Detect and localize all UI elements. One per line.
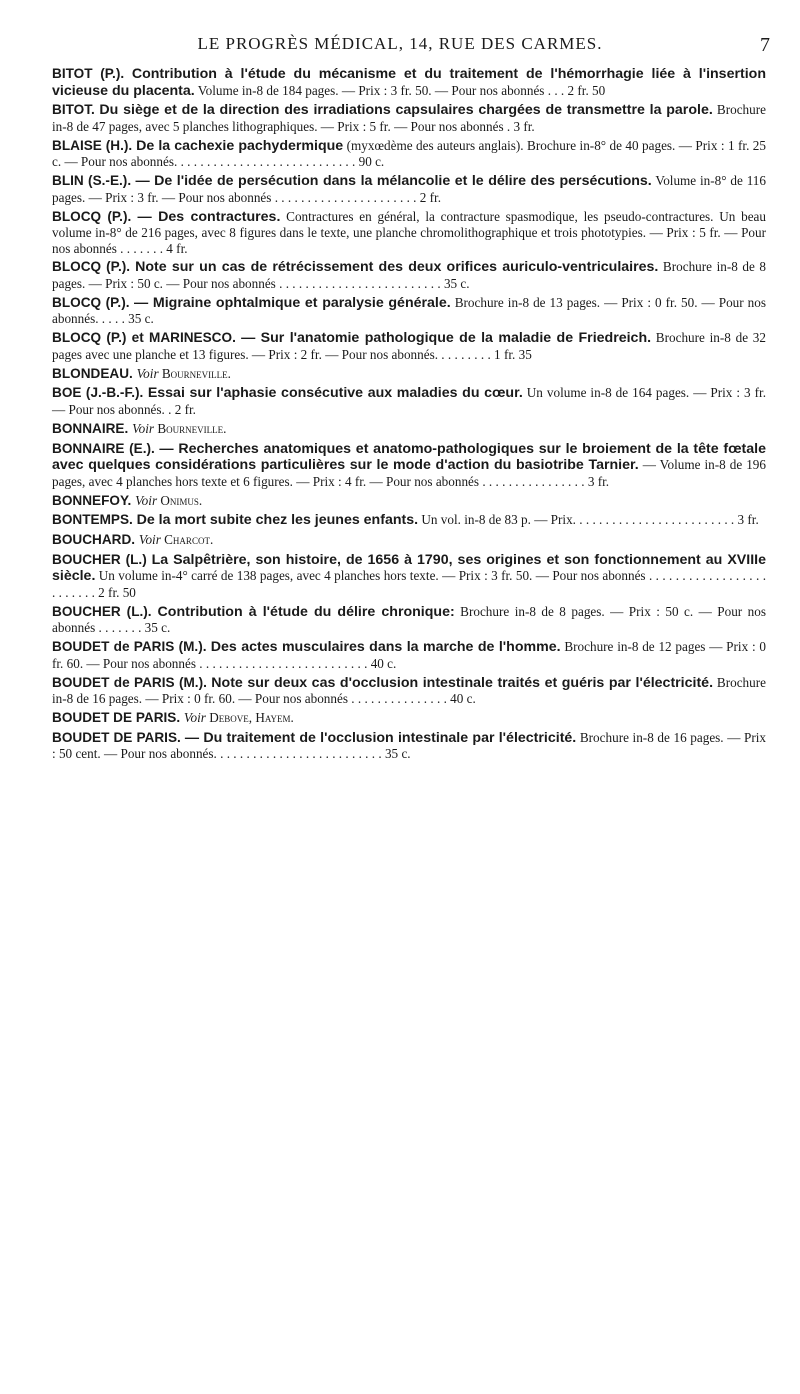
page-header (0, 34, 800, 60)
entry-title: Note sur deux cas d'occlusion intestinale traités et guéris par l'électricité. (211, 674, 714, 691)
catalogue-entry (52, 604, 766, 636)
entry-reference-target: Debove, Hayem. (209, 709, 294, 725)
catalogue-entry (52, 209, 766, 257)
entry-title: — De l'idée de persécution dans la mélancolie et le délire des persécutions. (135, 173, 652, 190)
entry-author: BLIN (S.-E.). (52, 173, 136, 189)
catalogue-entry (52, 639, 766, 671)
entry-details: Contractures en général, la contracture spasmodique, les pseudo-contractures. Un beau volume in-8° de 216 pages, avec 8 figures dans le texte, une planche chromolithographique et trois phototypies. — Prix : 5 fr. — Pour nos abonnés . . . . . . . 4 fr. (52, 208, 766, 256)
entry-details: Un volume in-8 de 164 pages. — Prix : 3 fr. — Pour nos abonnés. . 2 fr. (52, 385, 766, 417)
entry-title: Contribution à l'étude du délire chronique: (157, 603, 455, 620)
catalogue-entry (52, 295, 766, 327)
entry-title: Des actes musculaires dans la marche de l'homme. (210, 639, 561, 656)
entry-author: BLOCQ (P.) et MARINESCO. (52, 330, 242, 346)
entry-title: De la mort subite chez les jeunes enfants. (136, 512, 419, 529)
entry-reference: Voir (183, 709, 210, 725)
entry-title: La Salpêtrière, son histoire, de 1656 à 1790, ses origines et son fonctionnement au XVIIIe siècle. (52, 551, 766, 585)
catalogue-entry (52, 493, 766, 510)
entry-title: — Recherches anatomiques et anatomo-pathologiques sur le broiement de la tête fœtale avec quelques considérations particulières sur le mode d'action du basiotribe Tarnier. (52, 440, 766, 474)
entry-details: Brochure in-8 de 8 pages. — Prix : 50 c. — Pour nos abonnés . . . . . . . 35 c. (52, 603, 766, 636)
entry-author: BLONDEAU. (52, 365, 137, 381)
entry-author: BOUDET DE PARIS. (52, 729, 185, 745)
entry-title: Du siège et de la direction des irradiations capsulaires chargées de transmettre la parole. (99, 102, 713, 119)
catalogue-entry (52, 385, 766, 417)
entry-details: (myxœdème des auteurs anglais). Brochure in-8° de 40 pages. — Prix : 1 fr. 25 c. — Pour nos abonnés. . . . . . . . . . . . . . . . . . . . . . . . . . . . 90 c. (52, 137, 766, 170)
catalogue-entry (52, 730, 766, 762)
entry-title: — Migraine ophtalmique et paralysie générale. (134, 294, 451, 311)
entry-author: BONNAIRE. (52, 420, 133, 436)
entry-author: BONTEMPS. (52, 512, 137, 528)
entry-reference: Voir (136, 365, 162, 381)
entry-author: BITOT (P.). (52, 66, 132, 81)
catalogue-entry (52, 173, 766, 205)
entry-reference: Voir (132, 420, 158, 436)
entry-author: BONNAIRE (E.). (52, 440, 160, 456)
entry-title: Note sur un cas de rétrécissement des deux orifices auriculo-ventriculaires. (135, 259, 659, 276)
entry-author: BOUDET de PARIS (M.). (52, 674, 212, 690)
entry-details: Brochure in-8 de 16 pages. — Prix : 50 cent. — Pour nos abonnés. . . . . . . . . . . . . . . . . . . . . . . . . . 35 c. (52, 729, 766, 762)
entry-details: Brochure in-8 de 32 pages avec une planche et 13 figures. — Prix : 2 fr. — Pour nos abonnés. . . . . . . . . 1 fr. 35 (52, 330, 766, 362)
catalogue-entry (52, 710, 766, 727)
catalogue-entry (52, 441, 766, 490)
entry-details: — Volume in-8 de 196 pages, avec 4 planches hors texte et 6 figures. — Prix : 4 fr. — Pour nos abonnés . . . . . . . . . . . . . . . . 3 fr. (52, 457, 766, 489)
entry-details: Brochure in-8 de 16 pages. — Prix : 0 fr. 60. — Pour nos abonnés . . . . . . . . . . . . . . . 40 c. (52, 674, 766, 707)
entry-details: Brochure in-8 de 12 pages — Prix : 0 fr. 60. — Pour nos abonnés . . . . . . . . . . . . . . . . . . . . . . . . . . 40 c. (52, 639, 766, 671)
entry-details: Volume in-8 de 184 pages. — Prix : 3 fr. 50. — Pour nos abonnés . . . 2 fr. 50 (194, 82, 606, 98)
catalogue-entry (52, 330, 766, 362)
entry-author: BLAISE (H.). (52, 137, 137, 153)
catalogue-entry (52, 66, 766, 99)
entry-reference-target: Bourneville. (161, 365, 231, 381)
catalogue-entry (52, 138, 766, 170)
running-head: LE PROGRÈS MÉDICAL, 14, RUE DES CARMES. (197, 34, 603, 53)
entry-reference: Voir (138, 532, 165, 548)
catalogue-entry (52, 675, 766, 707)
entry-details: Brochure in-8 de 47 pages, avec 5 planches lithographiques. — Prix : 5 fr. — Pour nos abonnés . 3 fr. (52, 102, 766, 134)
entry-details: Un volume in-4° carré de 138 pages, avec 4 planches hors texte. — Prix : 3 fr. 50. — Pour nos abonnés . . . . . . . . . . . . . . . . . . . . . . . . . 2 fr. 50 (52, 568, 766, 601)
entry-title: — Du traitement de l'occlusion intestinale par l'électricité. (184, 729, 577, 746)
entry-author: BOE (J.-B.-F.). (52, 385, 148, 401)
catalogue-entry (52, 366, 766, 383)
catalogue-entry (52, 102, 766, 134)
catalogue-entry (52, 552, 766, 601)
entry-author: BOUCHER (L.) (52, 551, 152, 567)
entry-author: BLOCQ (P.). (52, 208, 138, 224)
catalogue-entry (52, 532, 766, 549)
entry-author: BOUDET de PARIS (M.). (52, 639, 211, 655)
entry-title: — Sur l'anatomie pathologique de la maladie de Friedreich. (241, 330, 652, 347)
entry-details: Brochure in-8 de 8 pages. — Prix : 50 c. — Pour nos abonnés . . . . . . . . . . . . . . . . . . . . . . . . . 35 c. (52, 259, 767, 292)
entry-reference-target: Onimus. (160, 492, 203, 508)
entry-reference-target: Bourneville. (157, 420, 227, 436)
catalogue-entry (52, 512, 766, 529)
entry-author: BLOCQ (P.). (52, 294, 135, 310)
entry-title: — Des contractures. (137, 208, 281, 225)
entry-title: Contribution à l'étude du mécanisme et du traitement de l'hémorrhagie liée à l'insertion vicieuse du placenta. (52, 66, 766, 99)
entry-details: Volume in-8° de 116 pages. — Prix : 3 fr. — Pour nos abonnés . . . . . . . . . . . . . . . . . . . . . . 2 fr. (52, 173, 766, 205)
entry-reference-target: Charcot. (164, 532, 214, 548)
entry-author: BOUCHER (L.). (52, 603, 158, 619)
entry-details: Brochure in-8 de 13 pages. — Prix : 0 fr. 50. — Pour nos abonnés. . . . . 35 c. (52, 294, 767, 327)
entry-title: Essai sur l'aphasie consécutive aux maladies du cœur. (147, 385, 523, 402)
catalogue-entries (52, 66, 766, 765)
page-number: 7 (760, 34, 770, 56)
entry-details: Un vol. in-8 de 83 p. — Prix. . . . . . . . . . . . . . . . . . . . . . . . . 3 fr. (418, 512, 759, 528)
entry-author: BLOCQ (P.). (52, 259, 136, 275)
catalogue-entry (52, 259, 766, 291)
entry-reference: Voir (135, 492, 161, 508)
entry-author: BONNEFOY. (52, 492, 136, 508)
catalogue-entry (52, 421, 766, 438)
entry-author: BITOT. (52, 102, 100, 118)
entry-title: De la cachexie pachydermique (136, 137, 344, 154)
entry-author: BOUCHARD. (52, 532, 139, 548)
entry-author: BOUDET DE PARIS. (52, 709, 184, 725)
